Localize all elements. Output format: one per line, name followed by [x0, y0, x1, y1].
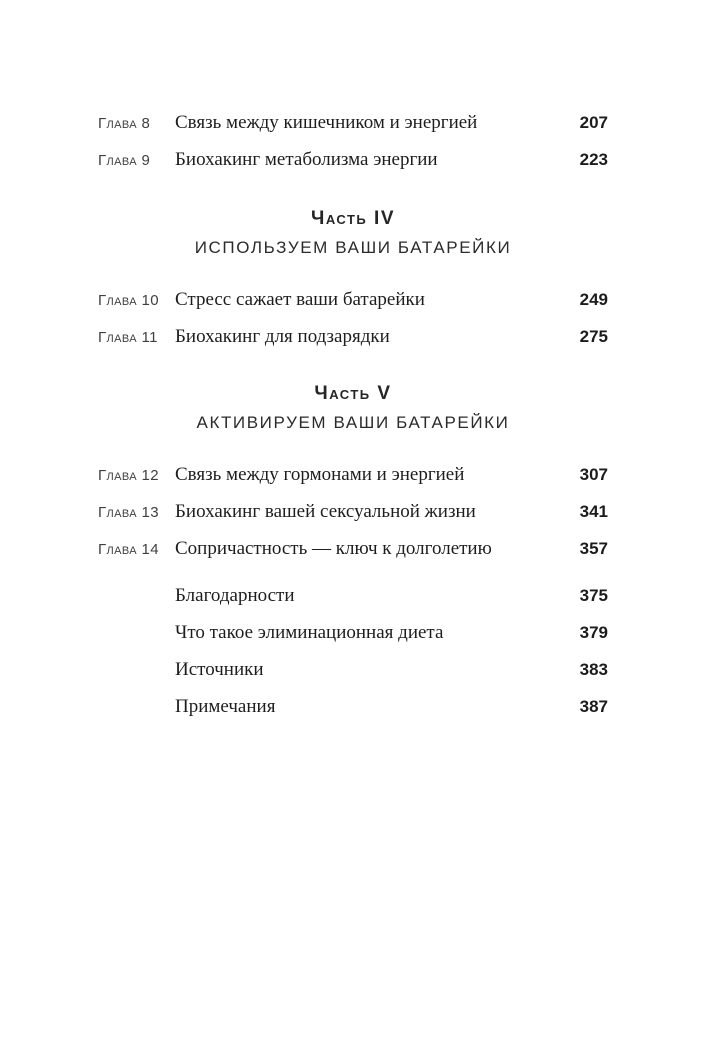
chapter-title: Стресс сажает ваши батарейки	[175, 289, 425, 310]
chapter-label: Глава 9	[98, 152, 151, 169]
page-number: 249	[579, 290, 608, 309]
page-number: 379	[579, 623, 608, 642]
section-title: Примечания	[175, 696, 276, 717]
chapter-title: Связь между гормонами и энергией	[175, 464, 465, 485]
chapter-label: Глава 14	[98, 541, 160, 558]
chapter-title: Биохакинг для подзарядки	[175, 326, 390, 347]
toc-entry	[98, 289, 608, 311]
page-number: 275	[579, 327, 608, 346]
chapter-title: Сопричастность — ключ к долголетию	[175, 538, 492, 559]
section-title: Источники	[175, 659, 264, 680]
toc-entry	[98, 696, 608, 718]
section-title: Что такое элиминационная диета	[175, 622, 444, 643]
back-matter-section	[98, 585, 608, 718]
page-number: 207	[579, 113, 608, 132]
section-title: Благодарности	[175, 585, 295, 606]
part-subtitle: АКТИВИРУЕМ ВАШИ БАТАРЕЙКИ	[196, 413, 510, 432]
page-number: 357	[579, 539, 608, 558]
part-heading	[98, 208, 608, 259]
chapter-title: Биохакинг метаболизма энергии	[175, 149, 438, 170]
toc-entry	[98, 326, 608, 348]
page-number: 383	[579, 660, 608, 679]
toc-entry	[98, 585, 608, 607]
toc-entry	[98, 659, 608, 681]
page-number: 375	[579, 586, 608, 605]
part-heading	[98, 383, 608, 434]
toc-entry	[98, 112, 608, 134]
page-number: 307	[579, 465, 608, 484]
toc-entry	[98, 538, 608, 560]
toc-entry	[98, 622, 608, 644]
chapter-title: Связь между кишечником и энергией	[175, 112, 478, 133]
part-name: Часть V	[314, 383, 392, 404]
chapter-label: Глава 12	[98, 467, 160, 484]
chapter-label: Глава 8	[98, 115, 151, 132]
part-name: Часть IV	[311, 208, 395, 229]
chapter-label: Глава 13	[98, 504, 160, 521]
toc-entry	[98, 149, 608, 171]
chapter-label: Глава 10	[98, 292, 160, 309]
page-number: 223	[579, 150, 608, 169]
chapter-label: Глава 11	[98, 329, 158, 346]
page-number: 341	[579, 502, 608, 521]
toc-entry	[98, 464, 608, 486]
part-subtitle: ИСПОЛЬЗУЕМ ВАШИ БАТАРЕЙКИ	[194, 238, 512, 257]
page-number: 387	[579, 697, 608, 716]
chapter-title: Биохакинг вашей сексуальной жизни	[175, 501, 476, 522]
toc-entry	[98, 501, 608, 523]
